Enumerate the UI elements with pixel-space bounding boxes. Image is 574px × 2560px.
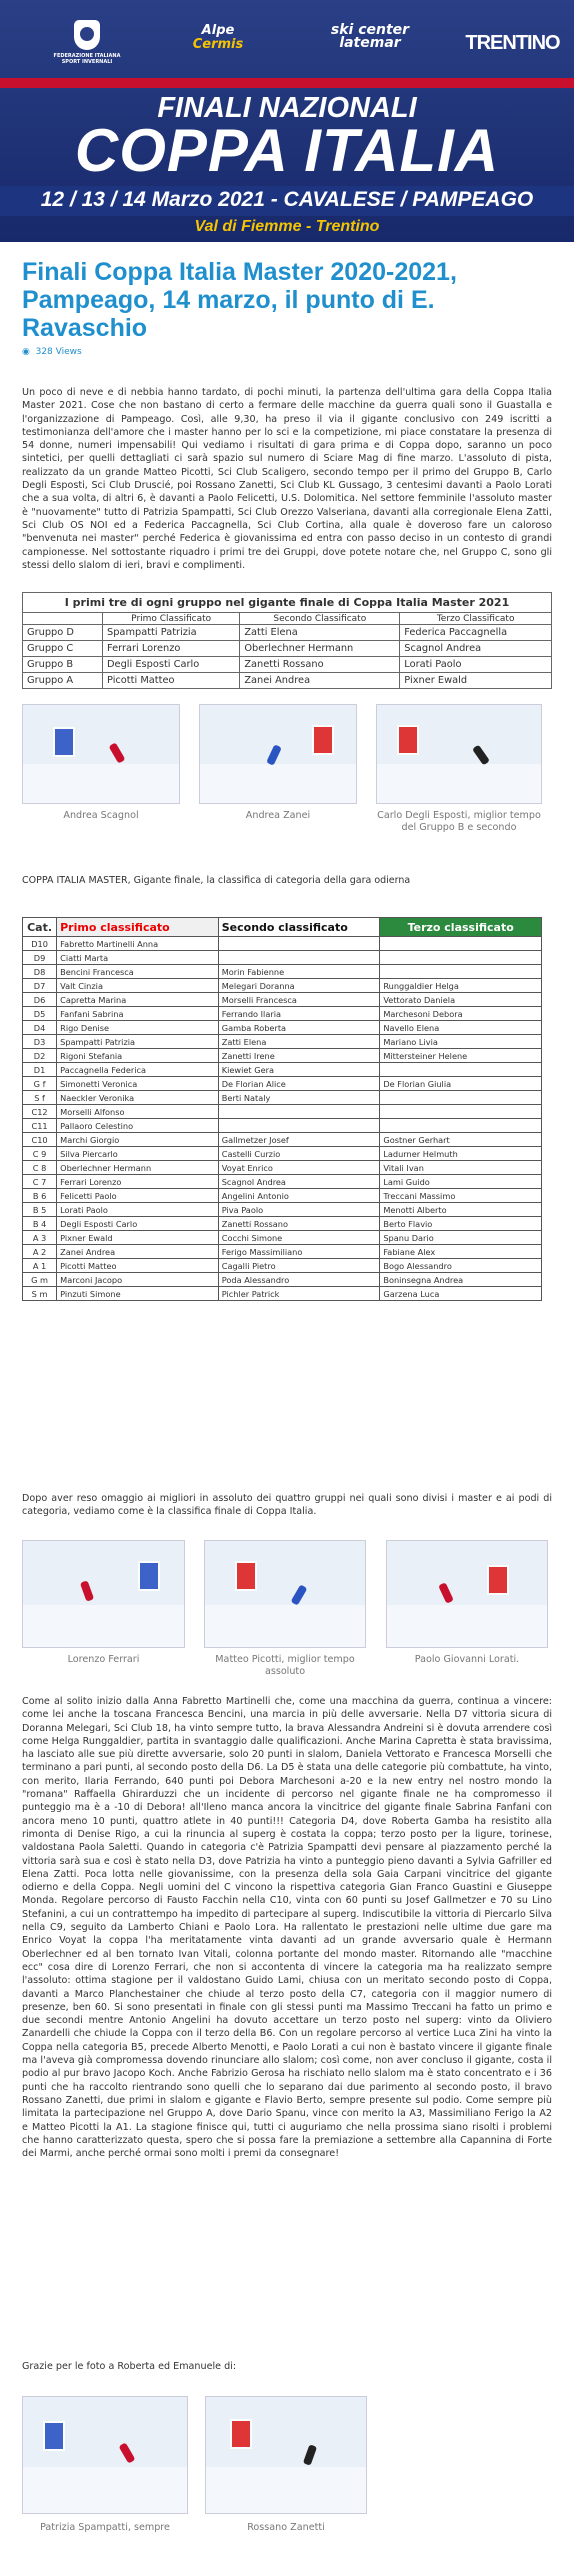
table-cell: Silva Piercarlo (57, 1147, 219, 1161)
photo-zanei[interactable] (199, 704, 357, 804)
category-cell: C 8 (23, 1161, 57, 1175)
photo-lorati[interactable] (386, 1540, 548, 1648)
photo-ferrari[interactable] (22, 1540, 185, 1648)
photo-gate (230, 2419, 252, 2449)
table-cell: Lorati Paolo (57, 1203, 219, 1217)
category-cell: D10 (23, 937, 57, 951)
table-cell (380, 1091, 542, 1105)
photo-snow (205, 1605, 365, 1647)
category-cell: C12 (23, 1105, 57, 1119)
photo-snow (206, 2467, 366, 2513)
table-row (23, 979, 542, 993)
photo-picotti[interactable] (204, 1540, 366, 1648)
table-row (23, 1147, 542, 1161)
table1-header: Secondo Classificato (240, 613, 400, 625)
table-cell: Poda Alessandro (218, 1273, 380, 1287)
table1-header (23, 613, 103, 625)
table-cell (380, 937, 542, 951)
table-row (23, 1203, 542, 1217)
category-cell: D1 (23, 1063, 57, 1077)
table-cell: Kiewiet Gera (218, 1063, 380, 1077)
table-row (23, 1231, 542, 1245)
photo-skier (303, 2444, 317, 2466)
table-cell: Zanei Andrea (240, 673, 400, 689)
table-cell: Gamba Roberta (218, 1021, 380, 1035)
photo-zanetti[interactable] (205, 2396, 367, 2514)
category-cell: A 2 (23, 1245, 57, 1259)
table-cell: Berto Flavio (380, 1217, 542, 1231)
photo-gate (397, 725, 419, 755)
table-cell: Zanetti Irene (218, 1049, 380, 1063)
table-cell: Paccagnella Federica (57, 1063, 219, 1077)
photo-caption: Matteo Picotti, miglior tempo assoluto (215, 1654, 355, 1677)
fisi-logo (52, 20, 122, 65)
after-table-paragraph: Dopo aver reso omaggio ai migliori in assoluto dei quattro gruppi nei quali sono divisi i master e ai podi di categoria, vediamo come è la classifica finale di Coppa Italia. (22, 1493, 552, 1518)
trentino-logo: TRENTINO (465, 32, 560, 54)
photo-gate (43, 2421, 65, 2451)
table-cell: Gruppo D (23, 625, 103, 641)
table-cell: Picotti Matteo (57, 1259, 219, 1273)
category-cell: B 4 (23, 1217, 57, 1231)
table-row (23, 625, 552, 641)
photo-snow (23, 2467, 187, 2513)
photo-caption: Andrea Scagnol (63, 810, 139, 821)
table-cell: Morin Fabienne (218, 965, 380, 979)
category-cell: S f (23, 1091, 57, 1105)
table-cell: Gallmetzer Josef (218, 1133, 380, 1147)
photo-snow (200, 764, 356, 803)
table-cell: Rigoni Stefania (57, 1049, 219, 1063)
table-cell: Zatti Elena (240, 625, 400, 641)
table-cell: De Florian Giulia (380, 1077, 542, 1091)
table-cell: Felicetti Paolo (57, 1189, 219, 1203)
table-row (23, 993, 542, 1007)
category-cell: B 5 (23, 1203, 57, 1217)
table-cell: Fabretto Martinelli Anna (57, 937, 219, 951)
photo-gate (312, 725, 334, 755)
table1-header: Primo Classificato (103, 613, 240, 625)
table-cell: Zanei Andrea (57, 1245, 219, 1259)
photo-snow (23, 1605, 184, 1647)
table2-header: Cat. (23, 918, 57, 937)
banner-place: Val di Fiemme - Trentino (194, 218, 380, 235)
table1-header: Terzo Classificato (400, 613, 552, 625)
podium-groups-table (22, 592, 552, 689)
photo-skier (80, 1580, 94, 1602)
table-cell: Naeckler Veronika (57, 1091, 219, 1105)
table-cell (218, 951, 380, 965)
photo-caption: Lorenzo Ferrari (67, 1654, 140, 1665)
table-row (23, 1273, 542, 1287)
table-cell: Spampatti Patrizia (57, 1035, 219, 1049)
table-cell: Castelli Curzio (218, 1147, 380, 1161)
views-count (22, 347, 82, 357)
table-cell (380, 965, 542, 979)
table-cell: Pinzuti Simone (57, 1287, 219, 1301)
table-cell: Spanu Dario (380, 1231, 542, 1245)
table-cell: Bogo Alessandro (380, 1259, 542, 1273)
banner-coppa-italia: COPPA ITALIA (74, 117, 500, 184)
table-cell: Voyat Enrico (218, 1161, 380, 1175)
table-cell: Cagalli Pietro (218, 1259, 380, 1273)
table-row (23, 1161, 542, 1175)
category-cell: D8 (23, 965, 57, 979)
photo-caption: Andrea Zanei (245, 810, 311, 821)
table-row (23, 1105, 542, 1119)
table-cell: Pixner Ewald (400, 673, 552, 689)
table-cell: Scagnol Andrea (218, 1175, 380, 1189)
photo-skier (119, 2442, 136, 2463)
table-cell: Capretta Marina (57, 993, 219, 1007)
photo-spampatti[interactable] (22, 2396, 188, 2514)
table-cell: Marchesoni Debora (380, 1007, 542, 1021)
banner-dates: 12 / 13 / 14 Marzo 2021 - CAVALESE / PAMPEAGO (40, 188, 534, 211)
table-cell: Pixner Ewald (57, 1231, 219, 1245)
table-cell (380, 1063, 542, 1077)
table-cell (380, 1119, 542, 1133)
table-row (23, 1175, 542, 1189)
table-row (23, 1035, 542, 1049)
table-cell: Pallaoro Celestino (57, 1119, 219, 1133)
table-cell: Simonetti Veronica (57, 1077, 219, 1091)
table-cell: Zanetti Rossano (218, 1217, 380, 1231)
category-cell: S m (23, 1287, 57, 1301)
table-cell: Melegari Doranna (218, 979, 380, 993)
photo-skier (472, 745, 490, 766)
table-cell: Pichler Patrick (218, 1287, 380, 1301)
table-row (23, 1007, 542, 1021)
category-cell: A 1 (23, 1259, 57, 1273)
table-cell: Degli Esposti Carlo (103, 657, 240, 673)
table-cell: Ferrari Lorenzo (103, 641, 240, 657)
table-cell: Runggaldier Helga (380, 979, 542, 993)
eye-icon: ◉ (22, 347, 30, 357)
table2-header: Terzo classificato (380, 918, 542, 937)
alpe-cermis-logo (183, 24, 253, 52)
category-cell: D3 (23, 1035, 57, 1049)
ski-center-line1: ski center (330, 22, 410, 38)
photo-gate (138, 1561, 160, 1591)
photo-caption: Patrizia Spampatti, sempre (40, 2522, 170, 2533)
table-cell: Oberlechner Hermann (57, 1161, 219, 1175)
table-cell: Gostner Gerhart (380, 1133, 542, 1147)
intro-paragraph: Un poco di neve e di nebbia hanno tardato, di pochi minuti, la partenza dell'ultima gara della Coppa Italia Master 2021. Cose che non bastano di certo a fermare delle macchine da guerra quali sono il Guastalla e l'organizzazione di Pampeago. Così, alle 9,30, ha preso il via il gigante conclusivo con 249 iscritti a testimonianza dell'amore che i master hanno per lo sci e la competizione, mi piace constatare la presenza di 54 donne, numeri impensabili! Qui vediamo i risultati di gara prima e di Coppa dopo, saranno un poco sintetici, per quelli dettagliati ci sarà spazio sul numero di Sciare Mag di fine marzo. L'assoluto di pista, realizzato da un grande Matteo Picotti, Sci Club Scaligero, secondo tempo per il primo del Gruppo B, Carlo Degli Esposti, Sci Club Druscié, poi Rossano Zanetti, Sci Club KL Gussago, 3 centesimi davanti a Paolo Lorati che a sua volta, di altri 6, è davanti a Paolo Felicetti, U.S. Dolomitica. Nel settore femminile l'assoluto master è "nuovamente" tutto di Patrizia Spampatti, Sci Club Orezzo Valseriana, davanti alla corregionale Elena Zatti, Sci Club OS NOI ed a Federica Paccagnella, Sci Club Cortina, alla quale è doveroso fare un caloroso "benvenuta nei master" perché Federica è giovanissima ed entra con passo deciso in un contesto di grandi campionesse. Nel sottostante riquadro i primi tre dei Gruppi, dove potete notare che, nel Gruppo C, sono gli stessi dello slalom di ieri, bravi e complimenti. (22, 387, 552, 571)
table-row (23, 673, 552, 689)
fisi-text: FEDERAZIONE ITALIANA SPORT INVERNALI (53, 53, 121, 65)
photo-gate (487, 1565, 509, 1595)
category-cell: B 6 (23, 1189, 57, 1203)
photo-caption: Paolo Giovanni Lorati. (414, 1654, 520, 1665)
table-cell: Lami Guido (380, 1175, 542, 1189)
table-cell (218, 1105, 380, 1119)
table-row (23, 1189, 542, 1203)
table-cell: Gruppo C (23, 641, 103, 657)
table-cell: Berti Nataly (218, 1091, 380, 1105)
category-cell: C 7 (23, 1175, 57, 1189)
table-cell: Ferrari Lorenzo (57, 1175, 219, 1189)
photo-skier (109, 742, 126, 763)
category-cell: C10 (23, 1133, 57, 1147)
table-cell: Ciatti Marta (57, 951, 219, 965)
table-cell: Mittersteiner Helene (380, 1049, 542, 1063)
table-cell: Gruppo B (23, 657, 103, 673)
table-cell: Degli Esposti Carlo (57, 1217, 219, 1231)
banner-red-line (0, 78, 574, 88)
table1-caption: I primi tre di ogni gruppo nel gigante finale di Coppa Italia Master 2021 (23, 593, 552, 613)
table-cell: Zanetti Rossano (240, 657, 400, 673)
photo-snow (387, 1605, 547, 1647)
photo-snow (23, 764, 179, 803)
table2-header-row (23, 918, 542, 937)
table-row (23, 641, 552, 657)
views-label: 328 Views (35, 347, 82, 357)
table-cell: De Florian Alice (218, 1077, 380, 1091)
table-cell: Boninsegna Andrea (380, 1273, 542, 1287)
alpe-line2: Cermis (192, 37, 244, 52)
category-cell: D5 (23, 1007, 57, 1021)
category-cell: D7 (23, 979, 57, 993)
category-results-table (22, 917, 542, 1301)
table-row (23, 1133, 542, 1147)
table-cell: Mariano Livia (380, 1035, 542, 1049)
category-cell: C11 (23, 1119, 57, 1133)
table-row (23, 1119, 542, 1133)
table-row (23, 657, 552, 673)
table-cell: Ladurner Helmuth (380, 1147, 542, 1161)
table-cell: Federica Paccagnella (400, 625, 552, 641)
table-cell: Cocchi Simone (218, 1231, 380, 1245)
table-cell: Lorati Paolo (400, 657, 552, 673)
ski-center-line2: latemar (339, 35, 401, 51)
photo-degli-esposti[interactable] (376, 704, 542, 804)
table-cell: Marchi Giorgio (57, 1133, 219, 1147)
photo-skier (291, 1584, 308, 1605)
table-cell: Vettorato Daniela (380, 993, 542, 1007)
photo-caption: Rossano Zanetti (247, 2522, 325, 2533)
table-row (23, 1021, 542, 1035)
table-row (23, 1077, 542, 1091)
table-cell: Marconi Jacopo (57, 1273, 219, 1287)
category-cell: D2 (23, 1049, 57, 1063)
table-cell: Fabiane Alex (380, 1245, 542, 1259)
category-cell: G m (23, 1273, 57, 1287)
table-cell: Piva Paolo (218, 1203, 380, 1217)
table-cell (380, 951, 542, 965)
ski-center-latemar-logo (330, 24, 410, 50)
table-cell: Spampatti Patrizia (103, 625, 240, 641)
table-cell: Garzena Luca (380, 1287, 542, 1301)
table-cell: Ferigo Massimiliano (218, 1245, 380, 1259)
table-row (23, 1091, 542, 1105)
table-cell: Gruppo A (23, 673, 103, 689)
table-cell: Oberlechner Hermann (240, 641, 400, 657)
final-standings-paragraph: Come al solito inizio dalla Anna Fabretto Martinelli che, come una macchina da guerra, continua a vincere: come lei anche la toscana Francesca Bencini, una marcia in più delle avversarie. Nella D7 vittoria sicura di Doranna Melegari, Sci Club 18, ha vinto sempre tutto, la brava Alessandra Andreini si è dovuta arrendere così come Helga Runggaldier, partita in svantaggio dalle qualificazioni. Anche Marina Capretta è stata bravissima, ha lasciato alle sue più dirette avversarie, solo 20 punti in slalom, Daniela Vettorato e Francesca Morselli che terminano a pari punti, al secondo posto della D6. La D5 è stata una delle categorie più combattute, ha vinto, con merito, Ilaria Ferrando, 640 punti poi Debora Marchesoni a-20 e la new entry nel nostro mondo la "romana" Raffaella Ghirarduzzi che un incidente di percorso nel gigante finale ne ha compromesso il punteggio ma è a -10 di Debora! all'Ileno manca ancora la vincitrice del gigante finale Sabrina Fanfani con ancora meno 10 punti, quattro atlete in 40 punti!!! Categoria D4, dove Roberta Gamba ha resistito alla rimonta di Denise Rigo, a cui la rinuncia al superg è costata la coppa; terzo posto per la ligure, torinese, valdostana Paola Saletti. Quando in categoria c'è Patrizia Spampatti devi pensare al piazzamento perché la vittoria sarà sua e così è stato nella D3, dove Patrizia ha vinto a punteggio pieno davanti a Sylvia Gafriller ed Elena Zatti. Poca lotta nelle giovanissime, con la presenza della sola Gaia Carpani vincitrice del gigante odierno e della Coppa. Negli uomini del C vincono la rispettiva categoria Gian Franco Guastini e Giuseppe Monda. Regolare percorso di Fausto Facchin nella C10, vinta con 60 punti su Josef Gallmetzer e 70 su Lino Stefanini, a cui un contrattempo ha impedito di partecipare al superg. Indiscutibile la vittoria di Piercarlo Silva nella C9, seguito da Lamberto Chiani e Paolo Lora. Ha rallentato le prestazioni nelle ultime due gare ma Enrico Voyat la coppa l'ha meritatamente vinta davanti ad un grande avversario quale è Hermann Oberlechner ed al ben tornato Ivan Vitali, colonna portante del mondo master. Ritornando alle "macchine ecc" cosa dire di Lorenzo Ferrari, che non si accontenta di vincere la categoria ma ha realizzato sempre l'assoluto: ottima stagione per il valdostano Guido Lami, chiusa con un meritato secondo posto di Coppa, davanti a Marco Planchestainer che chiude al terzo posto della C7, categoria con il maggior numero di presenze, ben 60. Si sono presentati in finale con gli stessi punti ma Massimo Treccani ha fatto un primo e due secondi mentre Antonio Angelini ha dovuto accettare un terzo posto nel superg: vinto da Oliviero Zanardelli che chiude la Coppa con il terzo della B6. Con un regolare percorso al vertice Luca Zini ha vinto la Coppa nella categoria B5, precede Alberto Menotti, e Paolo Lorati a cui non è bastato vincere il gigante finale ma l'aveva già compromessa dovendo rinunciare allo slalom; così come, non aver concluso il gigante, costa il podio al pur bravo Jacopo Koch. Anche Fabrizio Gerosa ha rischiato nello slalom ma è stato concentrato e i 36 punti che ha raccolto rientrando sono quelli che lo separano dai due parimento al secondo posto, il bravo Rossano Zanetti, due primi in slalom e gigante e Flavio Berto, sempre presente sul podio. Come sempre più limitata la partecipazione nel Gruppo A, dove Dario Spanu, vince con merito la A3, Massimiliano Ferigo la A2 e Matteo Picotti la A1. La stagione finisce qui, tutti ci auguriamo che nella prossima siano risolti i problemi che hanno caratterizzato questa, spero che si possa fare la premiazione a settembre alla Capannina di Forte dei Marmi, anche perché ormai sono molti i premi da consegnare! (22, 1696, 552, 2160)
alpe-line1: Alpe (201, 23, 235, 38)
photo-gate (235, 1561, 257, 1591)
table-cell (380, 1105, 542, 1119)
table-cell: Ferrando Ilaria (218, 1007, 380, 1021)
table2-header: Secondo classificato (218, 918, 380, 937)
table-row (23, 951, 542, 965)
header-banner (0, 0, 574, 242)
category-cell: A 3 (23, 1231, 57, 1245)
table-row (23, 965, 542, 979)
table-cell: Fanfani Sabrina (57, 1007, 219, 1021)
table-row (23, 1063, 542, 1077)
table-cell (218, 937, 380, 951)
table-cell (218, 1119, 380, 1133)
table-cell: Picotti Matteo (103, 673, 240, 689)
table-row (23, 1049, 542, 1063)
table-cell: Navello Elena (380, 1021, 542, 1035)
fisi-shield-icon (74, 20, 100, 50)
table-cell: Morselli Alfonso (57, 1105, 219, 1119)
photo-gate (53, 727, 75, 757)
table-cell: Valt Cinzia (57, 979, 219, 993)
banner-finali: FINALI NAZIONALI (157, 92, 417, 124)
table-cell: Menotti Alberto (380, 1203, 542, 1217)
table-row (23, 1217, 542, 1231)
table-row (23, 1245, 542, 1259)
article-title: Finali Coppa Italia Master 2020-2021, Pampeago, 14 marzo, il punto di E. Ravaschio (22, 258, 457, 342)
table2-header: Primo classificato (57, 918, 219, 937)
photo-caption: Carlo Degli Esposti, miglior tempo del Gruppo B e secondo (377, 810, 541, 833)
table-cell: Bencini Francesca (57, 965, 219, 979)
photo-credits: Grazie per le foto a Roberta ed Emanuele di: (22, 2361, 237, 2372)
table-cell: Rigo Denise (57, 1021, 219, 1035)
table-cell: Angelini Antonio (218, 1189, 380, 1203)
photo-snow (377, 764, 541, 803)
photo-scagnol[interactable] (22, 704, 180, 804)
category-cell: D4 (23, 1021, 57, 1035)
table-cell: Vitali Ivan (380, 1161, 542, 1175)
table-cell: Treccani Massimo (380, 1189, 542, 1203)
table-row (23, 1259, 542, 1273)
category-cell: G f (23, 1077, 57, 1091)
table-cell: Morselli Francesca (218, 993, 380, 1007)
photo-skier (438, 1582, 454, 1604)
category-cell: D9 (23, 951, 57, 965)
table-row (23, 1287, 542, 1301)
category-cell: D6 (23, 993, 57, 1007)
section-caption: COPPA ITALIA MASTER, Gigante finale, la classifica di categoria della gara odierna (22, 875, 411, 886)
photo-skier (266, 744, 282, 766)
table-row (23, 937, 542, 951)
category-cell: C 9 (23, 1147, 57, 1161)
table-cell: Zatti Elena (218, 1035, 380, 1049)
table-cell: Scagnol Andrea (400, 641, 552, 657)
